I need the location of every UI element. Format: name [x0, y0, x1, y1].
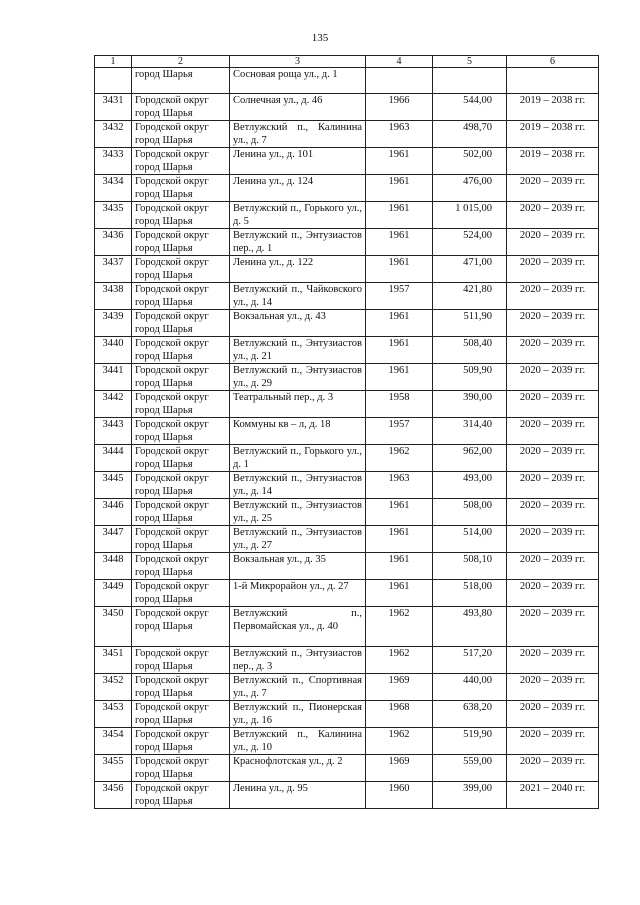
- area-cell: 517,20: [433, 647, 507, 674]
- column-header: 1: [95, 56, 132, 68]
- table-row: [95, 68, 599, 94]
- period-cell: 2021 – 2040 гг.: [507, 782, 599, 809]
- table-row: [95, 148, 599, 175]
- organization-cell: город Шарья: [132, 68, 230, 94]
- organization-cell: Городской округ город Шарья: [132, 728, 230, 755]
- table-row: [95, 418, 599, 445]
- period-cell: 2020 – 2039 гг.: [507, 607, 599, 647]
- table-row: [95, 391, 599, 418]
- table-row: [95, 607, 599, 647]
- table-row: [95, 229, 599, 256]
- address-cell: Ленина ул., д. 122: [230, 256, 366, 283]
- year-cell: 1966: [366, 94, 433, 121]
- area-cell: 471,00: [433, 256, 507, 283]
- row-number: 3455: [95, 755, 132, 782]
- year-cell: 1961: [366, 202, 433, 229]
- area-cell: 524,00: [433, 229, 507, 256]
- column-header: 5: [433, 56, 507, 68]
- period-cell: 2020 – 2039 гг.: [507, 499, 599, 526]
- organization-cell: Городской округ город Шарья: [132, 701, 230, 728]
- period-cell: 2020 – 2039 гг.: [507, 647, 599, 674]
- table-row: [95, 674, 599, 701]
- row-number: 3438: [95, 283, 132, 310]
- column-header: 2: [132, 56, 230, 68]
- area-cell: 493,80: [433, 607, 507, 647]
- organization-cell: Городской округ город Шарья: [132, 580, 230, 607]
- table-row: [95, 701, 599, 728]
- table-row: [95, 121, 599, 148]
- row-number: 3433: [95, 148, 132, 175]
- period-cell: 2020 – 2039 гг.: [507, 364, 599, 391]
- year-cell: 1961: [366, 526, 433, 553]
- table-row: [95, 445, 599, 472]
- address-cell: Ветлужский п., Спортивная ул., д. 7: [230, 674, 366, 701]
- row-number: 3445: [95, 472, 132, 499]
- address-cell: Ветлужский п., Энтузиастов ул., д. 27: [230, 526, 366, 553]
- year-cell: [366, 68, 433, 94]
- organization-cell: Городской округ город Шарья: [132, 175, 230, 202]
- address-cell: Краснофлотская ул., д. 2: [230, 755, 366, 782]
- column-header: 4: [366, 56, 433, 68]
- address-cell: Коммуны кв – л, д. 18: [230, 418, 366, 445]
- table-row: [95, 94, 599, 121]
- organization-cell: Городской округ город Шарья: [132, 391, 230, 418]
- address-cell: Ветлужский п., Энтузиастов пер., д. 1: [230, 229, 366, 256]
- area-cell: 440,00: [433, 674, 507, 701]
- area-cell: 508,10: [433, 553, 507, 580]
- year-cell: 1968: [366, 701, 433, 728]
- period-cell: 2020 – 2039 гг.: [507, 580, 599, 607]
- row-number: 3431: [95, 94, 132, 121]
- row-number: 3452: [95, 674, 132, 701]
- organization-cell: Городской округ город Шарья: [132, 418, 230, 445]
- period-cell: 2020 – 2039 гг.: [507, 391, 599, 418]
- area-cell: 399,00: [433, 782, 507, 809]
- address-cell: Ветлужский п., Энтузиастов ул., д. 25: [230, 499, 366, 526]
- area-cell: 638,20: [433, 701, 507, 728]
- year-cell: 1961: [366, 229, 433, 256]
- year-cell: 1962: [366, 607, 433, 647]
- year-cell: 1958: [366, 391, 433, 418]
- address-cell: Ленина ул., д. 101: [230, 148, 366, 175]
- row-number: 3436: [95, 229, 132, 256]
- address-cell: Ветлужский п., Чайковского ул., д. 14: [230, 283, 366, 310]
- year-cell: 1961: [366, 310, 433, 337]
- area-cell: 559,00: [433, 755, 507, 782]
- year-cell: 1961: [366, 580, 433, 607]
- row-number: 3449: [95, 580, 132, 607]
- year-cell: 1963: [366, 472, 433, 499]
- period-cell: 2020 – 2039 гг.: [507, 472, 599, 499]
- year-cell: 1963: [366, 121, 433, 148]
- organization-cell: Городской округ город Шарья: [132, 607, 230, 647]
- year-cell: 1960: [366, 782, 433, 809]
- period-cell: 2020 – 2039 гг.: [507, 418, 599, 445]
- table-row: [95, 499, 599, 526]
- row-number: 3456: [95, 782, 132, 809]
- address-cell: Ветлужский п., Калинина ул., д. 7: [230, 121, 366, 148]
- period-cell: 2019 – 2038 гг.: [507, 121, 599, 148]
- period-cell: 2020 – 2039 гг.: [507, 337, 599, 364]
- year-cell: 1957: [366, 418, 433, 445]
- column-header: 3: [230, 56, 366, 68]
- area-cell: 421,80: [433, 283, 507, 310]
- row-number: 3454: [95, 728, 132, 755]
- year-cell: 1961: [366, 148, 433, 175]
- organization-cell: Городской округ город Шарья: [132, 674, 230, 701]
- year-cell: 1961: [366, 175, 433, 202]
- address-cell: Ветлужский п., Первомайская ул., д. 40: [230, 607, 366, 647]
- area-cell: 1 015,00: [433, 202, 507, 229]
- registry-table: [94, 55, 599, 809]
- period-cell: 2020 – 2039 гг.: [507, 526, 599, 553]
- area-cell: 508,40: [433, 337, 507, 364]
- organization-cell: Городской округ город Шарья: [132, 364, 230, 391]
- year-cell: 1962: [366, 445, 433, 472]
- table-header: [95, 56, 599, 68]
- address-cell: Ленина ул., д. 95: [230, 782, 366, 809]
- row-number: 3442: [95, 391, 132, 418]
- address-cell: Сосновая роща ул., д. 1: [230, 68, 366, 94]
- row-number: 3439: [95, 310, 132, 337]
- table-row: [95, 472, 599, 499]
- table-row: [95, 580, 599, 607]
- organization-cell: Городской округ город Шарья: [132, 256, 230, 283]
- row-number: 3451: [95, 647, 132, 674]
- page-number: 135: [311, 32, 329, 44]
- area-cell: 508,00: [433, 499, 507, 526]
- period-cell: 2019 – 2038 гг.: [507, 94, 599, 121]
- organization-cell: Городской округ город Шарья: [132, 121, 230, 148]
- organization-cell: Городской округ город Шарья: [132, 526, 230, 553]
- year-cell: 1962: [366, 647, 433, 674]
- row-number: 3441: [95, 364, 132, 391]
- organization-cell: Городской округ город Шарья: [132, 202, 230, 229]
- period-cell: 2020 – 2039 гг.: [507, 728, 599, 755]
- table-row: [95, 728, 599, 755]
- address-cell: Театральный пер., д. 3: [230, 391, 366, 418]
- period-cell: 2020 – 2039 гг.: [507, 701, 599, 728]
- row-number: [95, 68, 132, 94]
- organization-cell: Городской округ город Шарья: [132, 94, 230, 121]
- table-row: [95, 755, 599, 782]
- table-row: [95, 364, 599, 391]
- table-row: [95, 553, 599, 580]
- row-number: 3453: [95, 701, 132, 728]
- address-cell: Вокзальная ул., д. 35: [230, 553, 366, 580]
- area-cell: 493,00: [433, 472, 507, 499]
- table-row: [95, 283, 599, 310]
- year-cell: 1961: [366, 499, 433, 526]
- period-cell: 2020 – 2039 гг.: [507, 553, 599, 580]
- area-cell: 314,40: [433, 418, 507, 445]
- row-number: 3447: [95, 526, 132, 553]
- table-row: [95, 526, 599, 553]
- period-cell: 2020 – 2039 гг.: [507, 229, 599, 256]
- area-cell: 498,70: [433, 121, 507, 148]
- area-cell: 514,00: [433, 526, 507, 553]
- organization-cell: Городской округ город Шарья: [132, 148, 230, 175]
- area-cell: 502,00: [433, 148, 507, 175]
- table-row: [95, 256, 599, 283]
- year-cell: 1969: [366, 674, 433, 701]
- row-number: 3437: [95, 256, 132, 283]
- period-cell: 2019 – 2038 гг.: [507, 148, 599, 175]
- table-row: [95, 175, 599, 202]
- row-number: 3443: [95, 418, 132, 445]
- address-cell: Ветлужский п., Энтузиастов ул., д. 21: [230, 337, 366, 364]
- row-number: 3446: [95, 499, 132, 526]
- address-cell: Ветлужский п., Энтузиастов ул., д. 14: [230, 472, 366, 499]
- row-number: 3432: [95, 121, 132, 148]
- organization-cell: Городской округ город Шарья: [132, 337, 230, 364]
- address-cell: Ветлужский п., Пионерская ул., д. 16: [230, 701, 366, 728]
- area-cell: 519,90: [433, 728, 507, 755]
- period-cell: 2020 – 2039 гг.: [507, 202, 599, 229]
- period-cell: 2020 – 2039 гг.: [507, 256, 599, 283]
- area-cell: 476,00: [433, 175, 507, 202]
- table-row: [95, 647, 599, 674]
- organization-cell: Городской округ город Шарья: [132, 283, 230, 310]
- organization-cell: Городской округ город Шарья: [132, 782, 230, 809]
- period-cell: 2020 – 2039 гг.: [507, 755, 599, 782]
- area-cell: 518,00: [433, 580, 507, 607]
- period-cell: 2020 – 2039 гг.: [507, 283, 599, 310]
- organization-cell: Городской округ город Шарья: [132, 310, 230, 337]
- organization-cell: Городской округ город Шарья: [132, 755, 230, 782]
- address-cell: 1-й Микрорайон ул., д. 27: [230, 580, 366, 607]
- table-row: [95, 782, 599, 809]
- period-cell: 2020 – 2039 гг.: [507, 175, 599, 202]
- organization-cell: Городской округ город Шарья: [132, 229, 230, 256]
- row-number: 3440: [95, 337, 132, 364]
- area-cell: 544,00: [433, 94, 507, 121]
- organization-cell: Городской округ город Шарья: [132, 445, 230, 472]
- row-number: 3435: [95, 202, 132, 229]
- period-cell: 2020 – 2039 гг.: [507, 310, 599, 337]
- area-cell: [433, 68, 507, 94]
- year-cell: 1961: [366, 337, 433, 364]
- year-cell: 1969: [366, 755, 433, 782]
- address-cell: Ветлужский п., Энтузиастов пер., д. 3: [230, 647, 366, 674]
- table-row: [95, 337, 599, 364]
- row-number: 3434: [95, 175, 132, 202]
- header-row: [95, 56, 599, 68]
- period-cell: [507, 68, 599, 94]
- column-header: 6: [507, 56, 599, 68]
- table-row: [95, 202, 599, 229]
- address-cell: Солнечная ул., д. 46: [230, 94, 366, 121]
- area-cell: 390,00: [433, 391, 507, 418]
- period-cell: 2020 – 2039 гг.: [507, 674, 599, 701]
- organization-cell: Городской округ город Шарья: [132, 553, 230, 580]
- period-cell: 2020 – 2039 гг.: [507, 445, 599, 472]
- area-cell: 511,90: [433, 310, 507, 337]
- year-cell: 1957: [366, 283, 433, 310]
- row-number: 3444: [95, 445, 132, 472]
- address-cell: Вокзальная ул., д. 43: [230, 310, 366, 337]
- table-body: [95, 68, 599, 809]
- area-cell: 962,00: [433, 445, 507, 472]
- table-row: [95, 310, 599, 337]
- year-cell: 1961: [366, 364, 433, 391]
- address-cell: Ветлужский п., Горького ул., д. 1: [230, 445, 366, 472]
- address-cell: Ветлужский п., Горького ул., д. 5: [230, 202, 366, 229]
- year-cell: 1961: [366, 256, 433, 283]
- organization-cell: Городской округ город Шарья: [132, 499, 230, 526]
- organization-cell: Городской округ город Шарья: [132, 647, 230, 674]
- address-cell: Ветлужский п., Энтузиастов ул., д. 29: [230, 364, 366, 391]
- row-number: 3448: [95, 553, 132, 580]
- year-cell: 1961: [366, 553, 433, 580]
- year-cell: 1962: [366, 728, 433, 755]
- organization-cell: Городской округ город Шарья: [132, 472, 230, 499]
- row-number: 3450: [95, 607, 132, 647]
- address-cell: Ветлужский п., Калинина ул., д. 10: [230, 728, 366, 755]
- address-cell: Ленина ул., д. 124: [230, 175, 366, 202]
- area-cell: 509,90: [433, 364, 507, 391]
